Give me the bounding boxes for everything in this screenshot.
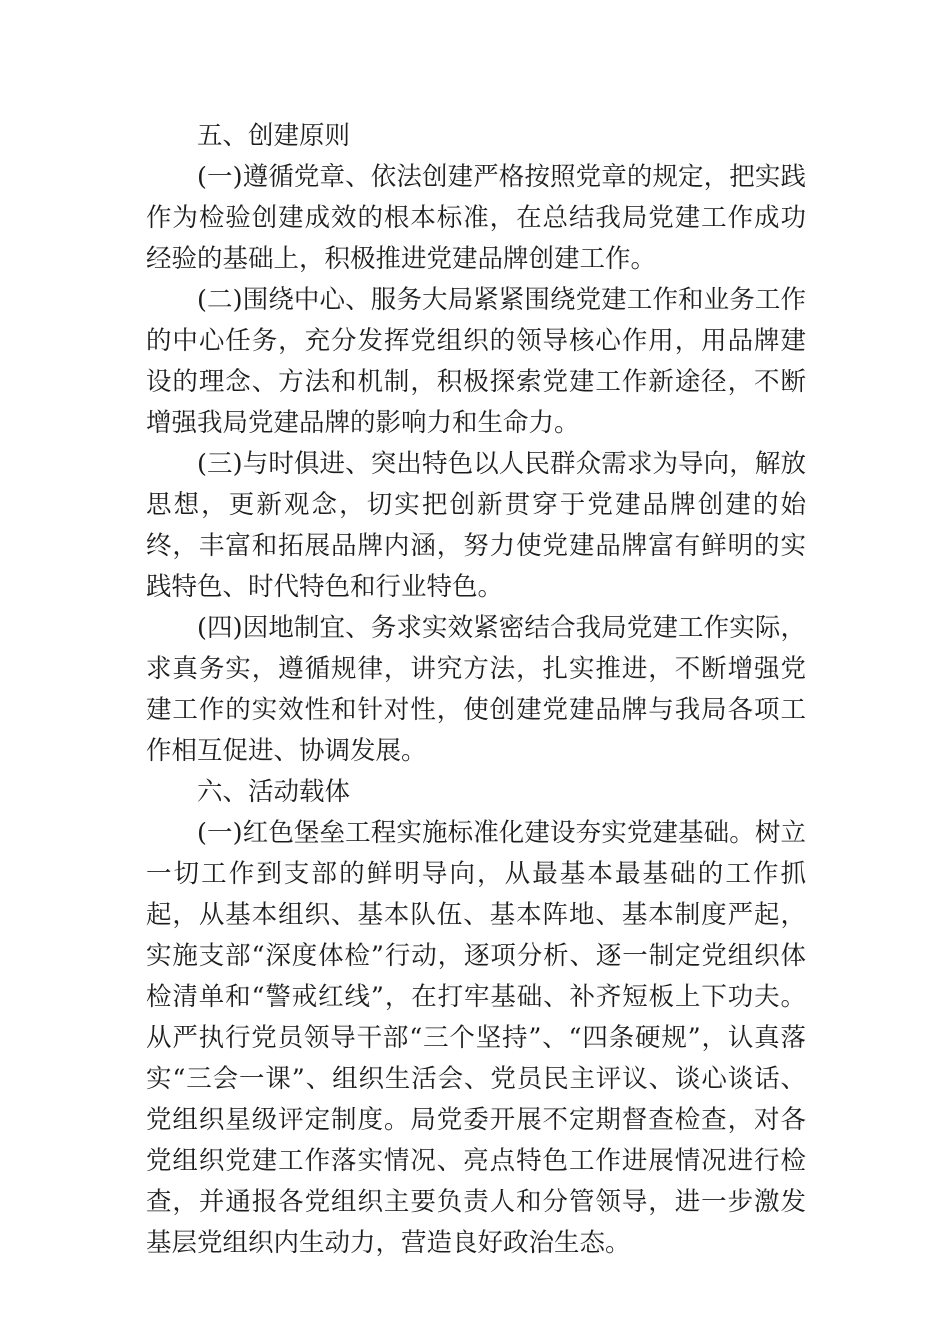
principle-paragraph-2: (二)围绕中心、服务大局紧紧围绕党建工作和业务工作的中心任务，充分发挥党组织的领导核心作用，用品牌建设的理念、方法和机制，积极探索党建工作新途径，不断增强我局党建品牌的影响力和生命力。 <box>146 285 806 438</box>
section-heading-activities: 六、活动载体 <box>197 777 351 807</box>
principle-paragraph-3: (三)与时俱进、突出特色以人民群众需求为导向，解放思想，更新观念，切实把创新贯穿于党建品牌创建的始终，丰富和拓展品牌内涵，努力使党建品牌富有鲜明的实践特色、时代特色和行业特色。 <box>146 449 806 602</box>
principle-paragraph-4: (四)因地制宜、务求实效紧密结合我局党建工作实际，求真务实，遵循规律，讲究方法，扎实推进，不断增强党建工作的实效性和针对性，使创建党建品牌与我局各项工作相互促进、协调发展。 <box>146 613 806 766</box>
document-body <box>146 116 806 1264</box>
section-heading-principles: 五、创建原则 <box>197 121 351 151</box>
activity-paragraph-1: (一)红色堡垒工程实施标准化建设夯实党建基础。树立一切工作到支部的鲜明导向，从最基本最基础的工作抓起，从基本组织、基本队伍、基本阵地、基本制度严起，实施支部“深度体检”行动，逐项分析、逐一制定党组织体检清单和“警戒红线”，在打牢基础、补齐短板上下功夫。从严执行党员领导干部“三个坚持”、“四条硬规”，认真落实“三会一课”、组织生活会、党员民主评议、谈心谈话、党组织星级评定制度。局党委开展不定期督查检查，对各党组织党建工作落实情况、亮点特色工作进展情况进行检查，并通报各党组织主要负责人和分管领导，进一步激发基层党组织内生动力，营造良好政治生态。 <box>146 818 806 1258</box>
principle-paragraph-1: (一)遵循党章、依法创建严格按照党章的规定，把实践作为检验创建成效的根本标准，在总结我局党建工作成功经验的基础上，积极推进党建品牌创建工作。 <box>146 162 806 274</box>
